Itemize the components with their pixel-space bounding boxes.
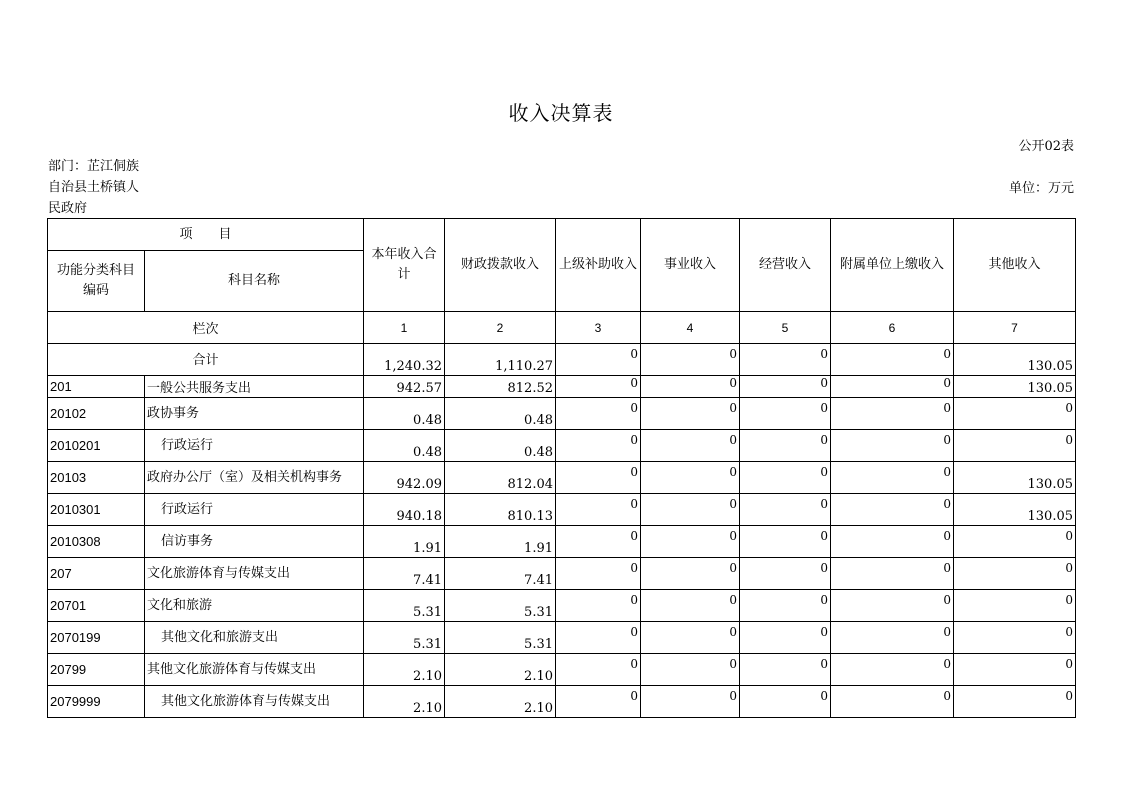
cell-value: 2.10	[445, 654, 556, 686]
cell-value: 0	[954, 590, 1076, 622]
cell-value: 0	[556, 344, 641, 376]
cell-value: 0	[831, 558, 954, 590]
row-code: 20799	[48, 654, 145, 686]
cell-value: 0	[641, 344, 740, 376]
cell-value: 130.05	[954, 344, 1076, 376]
cell-value: 0.48	[445, 398, 556, 430]
row-code: 207	[48, 558, 145, 590]
row-name: 政府办公厅（室）及相关机构事务	[145, 462, 364, 494]
cell-value: 0	[740, 526, 831, 558]
cell-value: 5.31	[364, 590, 445, 622]
cell-value: 0	[641, 686, 740, 718]
cell-value: 0	[740, 344, 831, 376]
cell-value: 0.48	[364, 398, 445, 430]
cell-value: 0	[954, 558, 1076, 590]
header-code: 功能分类科目编码	[48, 251, 145, 312]
cell-value: 0	[641, 590, 740, 622]
row-name: 文化旅游体育与传媒支出	[145, 558, 364, 590]
cell-value: 0	[831, 398, 954, 430]
cell-value: 0	[556, 686, 641, 718]
cell-value: 0.48	[364, 430, 445, 462]
seq-number: 3	[556, 312, 641, 344]
cell-value: 0	[831, 344, 954, 376]
table-row	[48, 590, 1076, 622]
cell-value: 7.41	[364, 558, 445, 590]
header-col-other: 其他收入	[954, 219, 1076, 312]
header-name: 科目名称	[145, 251, 364, 312]
table-row	[48, 526, 1076, 558]
header-col-total: 本年收入合计	[364, 219, 445, 312]
cell-value: 0	[556, 590, 641, 622]
cell-value: 0	[556, 398, 641, 430]
table-row	[48, 462, 1076, 494]
cell-value: 0	[641, 494, 740, 526]
cell-value: 0	[831, 430, 954, 462]
cell-value: 0	[831, 462, 954, 494]
cell-value: 0	[831, 590, 954, 622]
cell-value: 0	[641, 376, 740, 398]
cell-value: 0	[740, 494, 831, 526]
row-name: 其他文化旅游体育与传媒支出	[145, 686, 364, 718]
cell-value: 0	[641, 398, 740, 430]
row-name: 信访事务	[145, 526, 364, 558]
cell-value: 0	[740, 398, 831, 430]
cell-value: 5.31	[445, 590, 556, 622]
cell-value: 5.31	[364, 622, 445, 654]
cell-value: 0	[954, 686, 1076, 718]
cell-value: 5.31	[445, 622, 556, 654]
cell-value: 942.09	[364, 462, 445, 494]
cell-value: 0	[740, 430, 831, 462]
cell-value: 0	[740, 558, 831, 590]
seq-number: 2	[445, 312, 556, 344]
department-line: 自治县土桥镇人	[48, 180, 140, 195]
cell-value: 0	[831, 376, 954, 398]
cell-value: 0	[556, 654, 641, 686]
form-number: 公开02表	[1018, 139, 1074, 154]
department-label	[48, 156, 139, 219]
cell-value: 0	[740, 376, 831, 398]
header-col-operating: 经营收入	[740, 219, 831, 312]
row-name: 行政运行	[145, 430, 364, 462]
cell-value: 0	[954, 654, 1076, 686]
row-name: 文化和旅游	[145, 590, 364, 622]
table-row	[48, 622, 1076, 654]
row-code: 20102	[48, 398, 145, 430]
table-row	[48, 686, 1076, 718]
cell-value: 2.10	[364, 654, 445, 686]
cell-value: 0	[641, 622, 740, 654]
cell-value: 0	[831, 494, 954, 526]
header-col-affiliated: 附属单位上缴收入	[831, 219, 954, 312]
header-col-business: 事业收入	[641, 219, 740, 312]
cell-value: 0.48	[445, 430, 556, 462]
cell-value: 1.91	[445, 526, 556, 558]
cell-value: 0	[740, 654, 831, 686]
table-row	[48, 398, 1076, 430]
cell-value: 0	[831, 654, 954, 686]
cell-value: 810.13	[445, 494, 556, 526]
table-row	[48, 494, 1076, 526]
cell-value: 0	[740, 590, 831, 622]
total-row	[48, 344, 1076, 376]
income-table	[47, 218, 1076, 718]
cell-value: 0	[954, 398, 1076, 430]
cell-value: 0	[641, 526, 740, 558]
row-code: 2010308	[48, 526, 145, 558]
row-code: 2010201	[48, 430, 145, 462]
cell-value: 130.05	[954, 494, 1076, 526]
cell-value: 0	[556, 558, 641, 590]
cell-value: 0	[556, 622, 641, 654]
cell-value: 1,240.32	[364, 344, 445, 376]
row-code: 20103	[48, 462, 145, 494]
seq-number: 7	[954, 312, 1076, 344]
unit-label: 单位：万元	[1008, 181, 1074, 196]
cell-value: 1.91	[364, 526, 445, 558]
seq-number: 1	[364, 312, 445, 344]
cell-value: 0	[740, 462, 831, 494]
cell-value: 0	[831, 622, 954, 654]
cell-value: 0	[556, 430, 641, 462]
header-col-fiscal: 财政拨款收入	[445, 219, 556, 312]
header-col-superior: 上级补助收入	[556, 219, 641, 312]
cell-value: 0	[831, 686, 954, 718]
cell-value: 2.10	[445, 686, 556, 718]
row-code: 2010301	[48, 494, 145, 526]
cell-value: 0	[641, 654, 740, 686]
seq-label: 栏次	[48, 312, 364, 344]
cell-value: 0	[954, 430, 1076, 462]
row-name: 其他文化和旅游支出	[145, 622, 364, 654]
cell-value: 0	[641, 558, 740, 590]
row-code: 2079999	[48, 686, 145, 718]
row-code: 2070199	[48, 622, 145, 654]
cell-value: 2.10	[364, 686, 445, 718]
department-line: 部门：芷江侗族	[48, 159, 140, 174]
cell-value: 0	[556, 494, 641, 526]
header-item: 项 目	[48, 219, 364, 251]
cell-value: 0	[556, 376, 641, 398]
row-name: 行政运行	[145, 494, 364, 526]
table-row	[48, 430, 1076, 462]
cell-value: 0	[831, 526, 954, 558]
cell-value: 1,110.27	[445, 344, 556, 376]
seq-number: 4	[641, 312, 740, 344]
total-label: 合计	[48, 344, 364, 376]
department-line: 民政府	[48, 201, 88, 216]
cell-value: 0	[740, 686, 831, 718]
table-row	[48, 558, 1076, 590]
cell-value: 942.57	[364, 376, 445, 398]
cell-value: 0	[641, 430, 740, 462]
table-row	[48, 654, 1076, 686]
cell-value: 0	[556, 526, 641, 558]
cell-value: 0	[641, 462, 740, 494]
row-code: 201	[48, 376, 145, 398]
row-name: 政协事务	[145, 398, 364, 430]
seq-number: 6	[831, 312, 954, 344]
cell-value: 0	[954, 622, 1076, 654]
cell-value: 940.18	[364, 494, 445, 526]
cell-value: 0	[740, 622, 831, 654]
row-name: 一般公共服务支出	[145, 376, 364, 398]
cell-value: 7.41	[445, 558, 556, 590]
table-row	[48, 376, 1076, 398]
row-name: 其他文化旅游体育与传媒支出	[145, 654, 364, 686]
cell-value: 0	[954, 526, 1076, 558]
report-title: 收入决算表	[508, 101, 614, 125]
seq-number: 5	[740, 312, 831, 344]
cell-value: 0	[556, 462, 641, 494]
cell-value: 130.05	[954, 462, 1076, 494]
cell-value: 812.04	[445, 462, 556, 494]
cell-value: 130.05	[954, 376, 1076, 398]
cell-value: 812.52	[445, 376, 556, 398]
row-code: 20701	[48, 590, 145, 622]
